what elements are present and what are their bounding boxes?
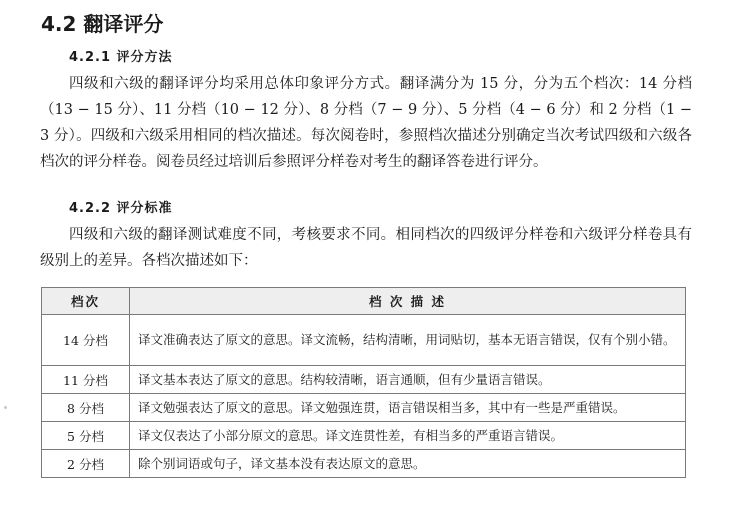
level-cell: 5 分档 <box>42 422 130 450</box>
paragraph-scoring-method: 四级和六级的翻译评分均采用总体印象评分方式。翻译满分为 15 分，分为五个档次：14 分档（13 − 15 分）、11 分档（10 − 12 分）、8 分档（7 − 9 分）、5 分档（4 − 6 分）和 2 分档（1 − 3 分）。四级和六级采用相同的档次描述。每次阅卷时，参照档次描述分别确定当次考试四级和六级各档次的评分样卷。阅卷员经过培训后参照评分样卷对考生的翻译答卷进行评分。 <box>40 76 692 170</box>
subsection-title-scoring-criteria: 4.2.2 评分标准 <box>69 201 173 216</box>
table-row <box>42 366 686 394</box>
table-header-description: 档 次 描 述 <box>130 288 686 315</box>
level-cell: 8 分档 <box>42 394 130 422</box>
description-cell: 译文勉强表达了原文的意思。译文勉强连贯，语言错误相当多，其中有一些是严重错误。 <box>130 394 686 422</box>
level-cell: 14 分档 <box>42 315 130 366</box>
description-cell: 译文仅表达了小部分原文的意思。译文连贯性差，有相当多的严重语言错误。 <box>130 422 686 450</box>
description-cell: 除个别词语或句子，译文基本没有表达原文的意思。 <box>130 450 686 478</box>
margin-dot <box>4 406 7 409</box>
table-row <box>42 450 686 478</box>
description-cell: 译文准确表达了原文的意思。译文流畅，结构清晰，用词贴切，基本无语言错误，仅有个别小错。 <box>130 315 686 366</box>
subsection-title-scoring-method: 4.2.1 评分方法 <box>69 50 173 65</box>
table-header-level: 档次 <box>42 288 130 315</box>
description-cell: 译文基本表达了原文的意思。结构较清晰，语言通顺，但有少量语言错误。 <box>130 366 686 394</box>
level-cell: 11 分档 <box>42 366 130 394</box>
level-cell: 2 分档 <box>42 450 130 478</box>
section-title: 4.2 翻译评分 <box>41 12 164 36</box>
table-header-row <box>42 288 686 315</box>
table-row <box>42 315 686 366</box>
paragraph-scoring-criteria: 四级和六级的翻译测试难度不同，考核要求不同。相同档次的四级评分样卷和六级评分样卷具有级别上的差异。各档次描述如下： <box>40 227 692 269</box>
table-row <box>42 394 686 422</box>
scoring-level-table <box>41 287 686 478</box>
table-row <box>42 422 686 450</box>
